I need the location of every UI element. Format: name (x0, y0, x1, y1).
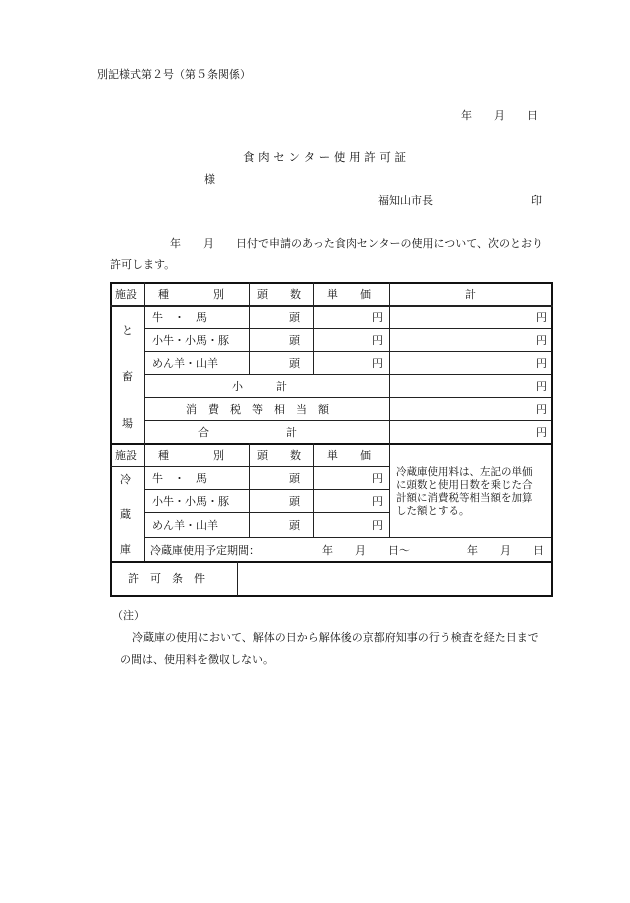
fridge-note-line2: に頭数と使用日数を乗じた合 (396, 479, 533, 491)
slaughter-row-1-total-unit: 円 (536, 311, 547, 324)
hline (144, 328, 551, 329)
fridge-row-2-price-unit: 円 (372, 495, 383, 508)
fridge-note-line1: 冷蔵庫使用料は、左記の単価 (396, 466, 533, 478)
slaughter-label-2: 畜 (122, 370, 133, 383)
header-head-count: 頭 数 (257, 288, 301, 301)
grand-total-unit: 円 (536, 426, 547, 439)
fridge-row-2-kind: 小牛・小馬・豚 (152, 495, 229, 508)
table-border-left (110, 282, 112, 597)
slaughter-label-3: 場 (122, 417, 133, 430)
hline (144, 351, 551, 352)
fridge-header-facility: 施設 (115, 449, 137, 462)
seal-mark: 印 (531, 194, 542, 207)
issuer-name: 福知山市長 (378, 194, 433, 207)
table-border-right (551, 282, 553, 597)
vline (144, 282, 145, 561)
period-to: 年 月 日 (467, 544, 544, 557)
header-facility: 施設 (115, 288, 137, 301)
tax-label: 消 費 税 等 相 当 額 (186, 403, 329, 416)
slaughter-row-2-kind: 小牛・小馬・豚 (152, 334, 229, 347)
vline (237, 561, 238, 596)
header-unit-price: 単 価 (327, 288, 371, 301)
slaughter-row-3-unit: 頭 (289, 357, 300, 370)
tax-unit: 円 (536, 403, 547, 416)
slaughter-label-1: と (122, 324, 133, 337)
conditions-value[interactable] (240, 565, 548, 593)
vline (249, 282, 250, 374)
fridge-row-1-price-unit: 円 (372, 472, 383, 485)
vline (249, 443, 250, 537)
fridge-note-line4: した額とする。 (396, 505, 470, 517)
notes-line1: 冷蔵庫の使用において、解体の日から解体後の京都府知事の行う検査を経た日まで (132, 631, 539, 644)
form-number: 別記様式第２号（第５条関係） (97, 68, 251, 81)
hline (110, 561, 553, 563)
fridge-header-head-count: 頭 数 (257, 449, 301, 462)
hline (110, 305, 553, 307)
table-border-bottom (110, 595, 553, 597)
vline (313, 282, 314, 374)
slaughter-row-1-kind: 牛 ・ 馬 (152, 311, 207, 324)
grand-total-label: 合 計 (198, 426, 297, 439)
notes-heading: （注） (112, 609, 145, 622)
fridge-row-1-kind: 牛 ・ 馬 (152, 472, 207, 485)
period-label: 冷蔵庫使用予定期間： (150, 544, 260, 557)
vline (313, 443, 314, 537)
fridge-row-3-unit: 頭 (289, 519, 300, 532)
table-border-top (110, 282, 553, 284)
hline (144, 537, 551, 538)
fridge-header-unit-price: 単 価 (327, 449, 371, 462)
header-total: 計 (465, 288, 476, 301)
vline (389, 282, 390, 443)
slaughter-row-2-total-unit: 円 (536, 334, 547, 347)
slaughter-row-1-price-unit: 円 (372, 311, 383, 324)
hline (144, 489, 390, 490)
vline (389, 443, 390, 537)
hline (144, 374, 551, 375)
slaughter-row-1-unit: 頭 (289, 311, 300, 324)
fridge-row-3-kind: めん羊・山羊 (152, 519, 218, 532)
hline (144, 397, 551, 398)
hline (144, 512, 390, 513)
conditions-label: 許 可 条 件 (128, 572, 205, 585)
header-kind: 種 別 (158, 288, 224, 301)
notes-line2: の間は、使用料を徴収しない。 (120, 653, 274, 666)
slaughter-row-2-price-unit: 円 (372, 334, 383, 347)
hline (110, 466, 390, 467)
hline (110, 443, 553, 445)
fridge-header-kind: 種 別 (158, 449, 224, 462)
fridge-note-line3: 計額に消費税等相当額を加算 (396, 492, 533, 504)
slaughter-row-3-total-unit: 円 (536, 357, 547, 370)
slaughter-row-3-price-unit: 円 (372, 357, 383, 370)
body-text-line2: 許可します。 (110, 258, 176, 271)
hline (144, 420, 551, 421)
body-text-line1: 年 月 日付で申請のあった食肉センターの使用について、次のとおり (170, 237, 544, 250)
fridge-row-2-unit: 頭 (289, 495, 300, 508)
subtotal-label: 小 計 (232, 380, 287, 393)
slaughter-row-2-unit: 頭 (289, 334, 300, 347)
recipient-label: 様 (204, 173, 215, 186)
fridge-label-3: 庫 (120, 543, 131, 556)
page-title: 食 肉 セ ン タ ー 使 用 許 可 証 (243, 150, 407, 164)
subtotal-unit: 円 (536, 380, 547, 393)
date-line: 年 月 日 (461, 109, 538, 122)
fridge-row-3-price-unit: 円 (372, 519, 383, 532)
fridge-label-2: 蔵 (120, 508, 131, 521)
period-from: 年 月 日～ (322, 544, 410, 557)
fridge-label-1: 冷 (120, 473, 131, 486)
slaughter-row-3-kind: めん羊・山羊 (152, 357, 218, 370)
fridge-row-1-unit: 頭 (289, 472, 300, 485)
